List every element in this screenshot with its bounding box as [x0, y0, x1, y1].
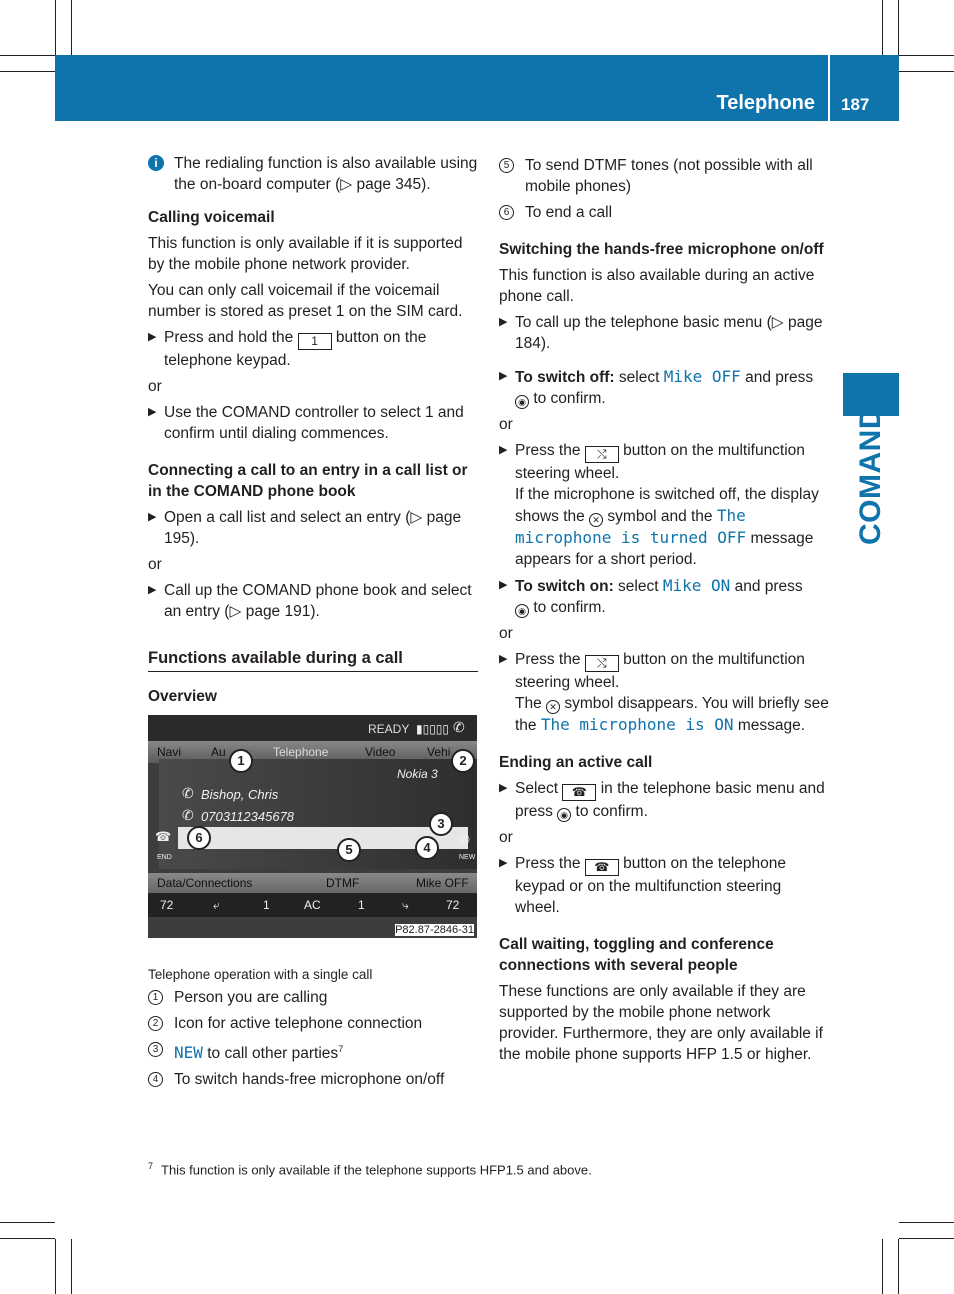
ending-step-2: ▶ Press the ☎ button on the telephone keypad or on the multifunction steering wheel. — [499, 855, 787, 916]
comand-display-image — [148, 715, 477, 938]
menu-tab-active[interactable]: Telephone — [273, 745, 329, 759]
image-code: P82.87-2846-31 — [395, 924, 474, 936]
seat-icon: ⤷ — [402, 898, 409, 912]
step-arrow-icon: ▶ — [499, 782, 508, 794]
number-marker: 6 — [499, 205, 514, 220]
left-column — [148, 153, 478, 1090]
mute-button-icon: ⤭ — [585, 446, 619, 463]
crop-mark — [899, 71, 954, 72]
waiting-heading: Call waiting, toggling and conference connections with several people — [499, 936, 774, 974]
step-arrow-icon: ▶ — [499, 370, 508, 382]
microphone-off-icon: ✕ — [589, 513, 603, 527]
step-arrow-icon: ▶ — [499, 857, 508, 869]
callout-6: 6 — [187, 826, 211, 850]
phone-icon: ✆ — [182, 807, 194, 823]
callout-3: 3 — [429, 812, 453, 836]
end-call-icon: ☎ — [562, 784, 596, 801]
bottom-menu-item[interactable]: DTMF — [326, 876, 360, 890]
footnote-number: 7 — [148, 1161, 154, 1171]
seat-icon: ⤶ — [213, 898, 220, 912]
step-arrow-icon: ▶ — [148, 331, 157, 343]
number-marker: 1 — [148, 990, 163, 1005]
header-divider — [828, 55, 830, 121]
legend-item-1: 1 Person you are calling — [148, 987, 478, 1008]
signal-icon: ▮▯▯▯▯ — [416, 722, 450, 736]
section-title: Telephone — [716, 92, 815, 114]
step-arrow-icon: ▶ — [148, 511, 157, 523]
menu-tab[interactable]: Video — [365, 745, 396, 759]
end-label: END — [157, 854, 172, 861]
or-text: or — [499, 625, 513, 642]
callout-1: 1 — [229, 749, 253, 773]
callout-2: 2 — [451, 749, 475, 773]
step-arrow-icon: ▶ — [499, 444, 508, 456]
mic-step-menu: ▶ To call up the telephone basic menu (▷ page 184). — [499, 314, 823, 352]
right-column — [499, 155, 829, 1065]
mic-step-press-off: ▶ Press the ⤭ button on the multifunction steering wheel. If the microphone is switched off, the display shows the ✕ symbol and the The microphone is turned OFF message appears for a short period. — [499, 442, 819, 568]
legend-item-6: 6 To end a call — [499, 202, 829, 223]
new-call-icon[interactable]: ✆ — [459, 832, 470, 847]
voicemail-heading: Calling voicemail — [148, 209, 275, 226]
microphone-off-icon: ✕ — [546, 700, 560, 714]
crop-mark — [71, 0, 72, 55]
or-text: or — [499, 829, 513, 846]
phone-icon: ✆ — [182, 785, 194, 801]
step-arrow-icon: ▶ — [499, 316, 508, 328]
crop-mark — [899, 55, 954, 56]
number-marker: 2 — [148, 1016, 163, 1031]
end-call-icon[interactable]: ☎ — [155, 829, 172, 844]
caller-number: 0703112345678 — [201, 809, 295, 824]
voicemail-step-2: ▶ Use the COMAND controller to select 1 and confirm until dialing commences. — [148, 404, 464, 442]
controller-press-icon: ◉ — [515, 604, 529, 618]
menu-tab[interactable]: Au — [211, 745, 226, 759]
crop-mark — [55, 1239, 56, 1294]
menu-tab[interactable]: Navi — [157, 745, 182, 759]
legend-item-3: 3 NEW to call other parties$^7$ — [148, 1039, 478, 1064]
page-header — [55, 55, 899, 121]
callout-5: 5 — [337, 838, 361, 862]
mic-heading: Switching the hands-free microphone on/off — [499, 241, 824, 258]
climate-temp: 72 — [446, 898, 460, 912]
crop-mark — [882, 0, 883, 55]
number-marker: 5 — [499, 158, 514, 173]
mute-button-icon: ⤭ — [585, 655, 619, 672]
legend-item-2: 2 Icon for active telephone connection — [148, 1013, 478, 1034]
status-ready: READY — [368, 722, 410, 736]
mic-step-press-on: ▶ Press the ⤭ button on the multifunction steering wheel. The ✕ symbol disappears. You will briefly see the The microphone is ON message. — [499, 651, 829, 734]
legend-item-4: 4 To switch hands-free microphone on/off — [148, 1069, 478, 1090]
crop-mark — [898, 1239, 899, 1294]
fan-level: 1 — [358, 898, 365, 912]
crop-mark — [55, 0, 56, 55]
bottom-menu-item[interactable]: Mike OFF — [416, 876, 469, 890]
overview-heading: Overview — [148, 688, 217, 705]
voicemail-p2: You can only call voicemail if the voicemail number is stored as preset 1 on the SIM card. — [148, 282, 463, 320]
connecting-step-2: ▶ Call up the COMAND phone book and select an entry (▷ page 191). — [148, 582, 472, 620]
footnote-text: This function is only available if the telephone supports HFP1.5 and above. — [161, 1162, 592, 1178]
phone-status-icon: ✆ — [453, 719, 465, 735]
crop-mark — [71, 1239, 72, 1294]
ending-step-1: ▶ Select ☎ in the telephone basic menu and press ◉ to confirm. — [499, 780, 825, 820]
connecting-step-1: ▶ Open a call list and select an entry (▷ page 195). — [148, 509, 462, 547]
crop-mark — [0, 55, 55, 56]
end-call-icon: ☎ — [585, 859, 619, 876]
chapter-label: COMAND — [854, 407, 887, 545]
crop-mark — [0, 71, 55, 72]
step-arrow-icon: ▶ — [148, 584, 157, 596]
fan-level: 1 — [263, 898, 270, 912]
image-caption: Telephone operation with a single call — [148, 967, 373, 982]
footnote — [148, 1158, 592, 1178]
crop-mark — [899, 1238, 954, 1239]
key-1-icon: 1 — [298, 333, 332, 350]
network-name: Nokia 3 — [397, 767, 438, 781]
mic-intro: This function is also available during an active phone call. — [499, 267, 815, 305]
info-note — [148, 153, 478, 195]
caller-name: Bishop, Chris — [201, 787, 279, 802]
ending-heading: Ending an active call — [499, 754, 653, 771]
bottom-menu-item[interactable]: Data/Connections — [157, 876, 253, 890]
mic-step-off: ▶ To switch off: select Mike OFF and press ◉ to confirm. — [499, 367, 814, 407]
new-label: NEW — [459, 854, 476, 861]
waiting-text: These functions are only available if they are supported by the mobile phone network provider. Furthermore, they are only available if the mobile phone supports HFP 1.5 or higher. — [499, 983, 823, 1063]
crop-mark — [898, 0, 899, 55]
crop-mark — [0, 1238, 55, 1239]
info-icon: i — [148, 155, 164, 171]
functions-heading: Functions available during a call — [148, 648, 478, 672]
or-text: or — [499, 416, 513, 433]
step-arrow-icon: ▶ — [499, 579, 508, 591]
menu-tab[interactable]: Vehi — [427, 745, 451, 759]
step-arrow-icon: ▶ — [148, 406, 157, 418]
crop-mark — [882, 1239, 883, 1294]
voicemail-step-1: ▶ Press and hold the 1 button on the telephone keypad. — [148, 329, 427, 369]
page-number: 187 — [841, 95, 870, 114]
number-marker: 3 — [148, 1042, 163, 1057]
legend-item-5: 5 To send DTMF tones (not possible with all mobile phones) — [499, 155, 829, 197]
callout-4: 4 — [415, 836, 439, 860]
step-arrow-icon: ▶ — [499, 653, 508, 665]
or-text: or — [148, 378, 162, 395]
info-text: The redialing function is also available using the on-board computer (▷ page 345). — [174, 155, 478, 193]
climate-temp: 72 — [160, 898, 174, 912]
or-text: or — [148, 556, 162, 573]
controller-press-icon: ◉ — [515, 395, 529, 409]
ac-label: AC — [304, 898, 321, 912]
mic-step-on: ▶ To switch on: select Mike ON and press ◉ to confirm. — [499, 576, 803, 616]
controller-press-icon: ◉ — [557, 808, 571, 822]
crop-mark — [0, 1222, 55, 1223]
voicemail-p1: This function is only available if it is supported by the mobile phone network provider. — [148, 235, 463, 273]
connecting-heading: Connecting a call to an entry in a call list or in the COMAND phone book — [148, 462, 468, 500]
number-marker: 4 — [148, 1072, 163, 1087]
crop-mark — [899, 1222, 954, 1223]
